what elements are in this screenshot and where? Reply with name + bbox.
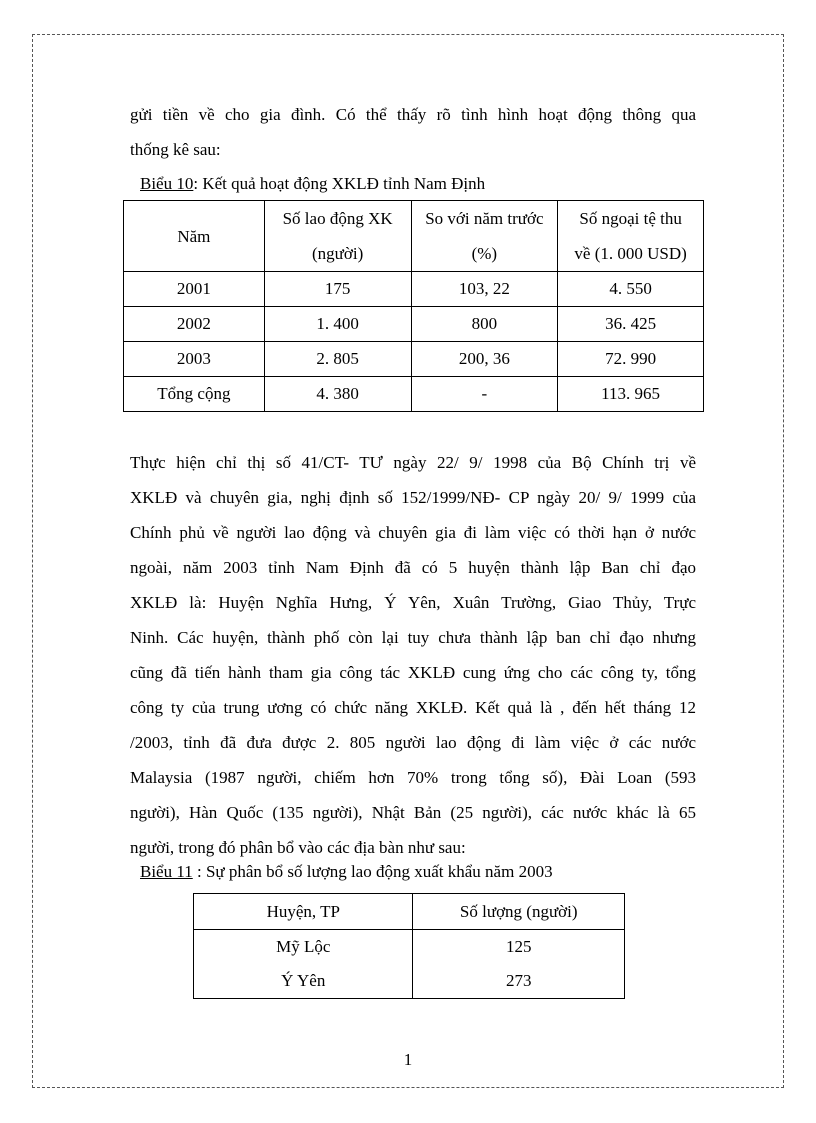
body-line: Chính phủ về người lao động và chuyên gia đi làm việc có thời hạn ở nước bbox=[130, 523, 696, 542]
table11 bbox=[193, 893, 625, 999]
workers-cell: 2. 805 bbox=[264, 342, 411, 377]
usd-cell: 36. 425 bbox=[558, 307, 704, 342]
table10 bbox=[123, 200, 704, 412]
table-row bbox=[194, 930, 625, 965]
year-cell: 2001 bbox=[124, 272, 265, 307]
body-line: ngoài, năm 2003 tỉnh Nam Định đã có 5 huyện thành lập Ban chỉ đạo bbox=[130, 558, 696, 577]
count-cell: 125 bbox=[413, 930, 625, 965]
percent-cell: 800 bbox=[411, 307, 558, 342]
body-line: Thực hiện chỉ thị số 41/CT- TƯ ngày 22/ 9/ 1998 của Bộ Chính trị về bbox=[130, 453, 696, 472]
body-line: người, trong đó phân bổ vào các địa bàn như sau: bbox=[130, 838, 466, 857]
table10-header-cell: Số ngoại tệ thu về (1. 000 USD) bbox=[558, 201, 704, 272]
table11-caption-label: Biểu 11 bbox=[140, 862, 193, 881]
workers-cell: 175 bbox=[264, 272, 411, 307]
table10-caption bbox=[140, 172, 485, 196]
body-line: công ty của trung ương có chức năng XKLĐ. Kết quả là , đến hết tháng 12 bbox=[130, 698, 696, 717]
table10-caption-label: Biểu 10 bbox=[140, 174, 194, 193]
district-cell: Mỹ Lộc bbox=[194, 930, 413, 965]
table-row bbox=[124, 342, 704, 377]
table10-header-cell: So với năm trước (%) bbox=[411, 201, 558, 272]
table11-header-cell: Số lượng (người) bbox=[413, 894, 625, 930]
percent-cell: 103, 22 bbox=[411, 272, 558, 307]
body-line: XKLĐ và chuyên gia, nghị định số 152/1999/NĐ- CP ngày 20/ 9/ 1999 của bbox=[130, 488, 696, 507]
year-cell: 2003 bbox=[124, 342, 265, 377]
percent-cell: - bbox=[411, 377, 558, 412]
page-number: 1 bbox=[403, 1050, 413, 1069]
district-cell: Ý Yên bbox=[194, 964, 413, 999]
body-line: cũng đã tiến hành tham gia công tác XKLĐ cung ứng cho các công ty, tổng bbox=[130, 663, 696, 682]
table-row bbox=[124, 307, 704, 342]
table11-caption-text: : Sự phân bổ số lượng lao động xuất khẩu năm 2003 bbox=[192, 862, 553, 881]
table11-header-row bbox=[194, 894, 625, 930]
table11-header-cell: Huyện, TP bbox=[194, 894, 413, 930]
year-cell: Tổng cộng bbox=[124, 377, 265, 412]
usd-cell: 4. 550 bbox=[558, 272, 704, 307]
table-row bbox=[124, 272, 704, 307]
workers-cell: 1. 400 bbox=[264, 307, 411, 342]
intro-paragraph bbox=[130, 97, 696, 167]
workers-cell: 4. 380 bbox=[264, 377, 411, 412]
usd-cell: 72. 990 bbox=[558, 342, 704, 377]
body-line: người), Hàn Quốc (135 người), Nhật Bản (25 người), các nước khác là 65 bbox=[130, 803, 696, 822]
table10-caption-text: : Kết quả hoạt động XKLĐ tỉnh Nam Định bbox=[193, 174, 486, 193]
percent-cell: 200, 36 bbox=[411, 342, 558, 377]
table10-header-cell: Năm bbox=[124, 201, 265, 272]
body-line: /2003, tỉnh đã đưa được 2. 805 người lao động đi làm việc ở các nước bbox=[130, 733, 696, 752]
table10-header-row bbox=[124, 201, 704, 272]
intro-line: gửi tiền về cho gia đình. Có thể thấy rõ tình hình hoạt động thông qua bbox=[130, 105, 696, 124]
body-line: XKLĐ là: Huyện Nghĩa Hưng, Ý Yên, Xuân Trường, Giao Thủy, Trực bbox=[130, 593, 696, 612]
body-line: Malaysia (1987 người, chiếm hơn 70% trong tổng số), Đài Loan (593 bbox=[130, 768, 696, 787]
intro-line: thống kê sau: bbox=[130, 140, 221, 159]
count-cell: 273 bbox=[413, 964, 625, 999]
body-paragraph bbox=[130, 445, 696, 865]
table10-header-cell: Số lao động XK (người) bbox=[264, 201, 411, 272]
table-row bbox=[124, 377, 704, 412]
table-row bbox=[194, 964, 625, 999]
usd-cell: 113. 965 bbox=[558, 377, 704, 412]
body-line: Ninh. Các huyện, thành phố còn lại tuy chưa thành lập ban chỉ đạo nhưng bbox=[130, 628, 696, 647]
year-cell: 2002 bbox=[124, 307, 265, 342]
table11-caption bbox=[140, 860, 553, 884]
